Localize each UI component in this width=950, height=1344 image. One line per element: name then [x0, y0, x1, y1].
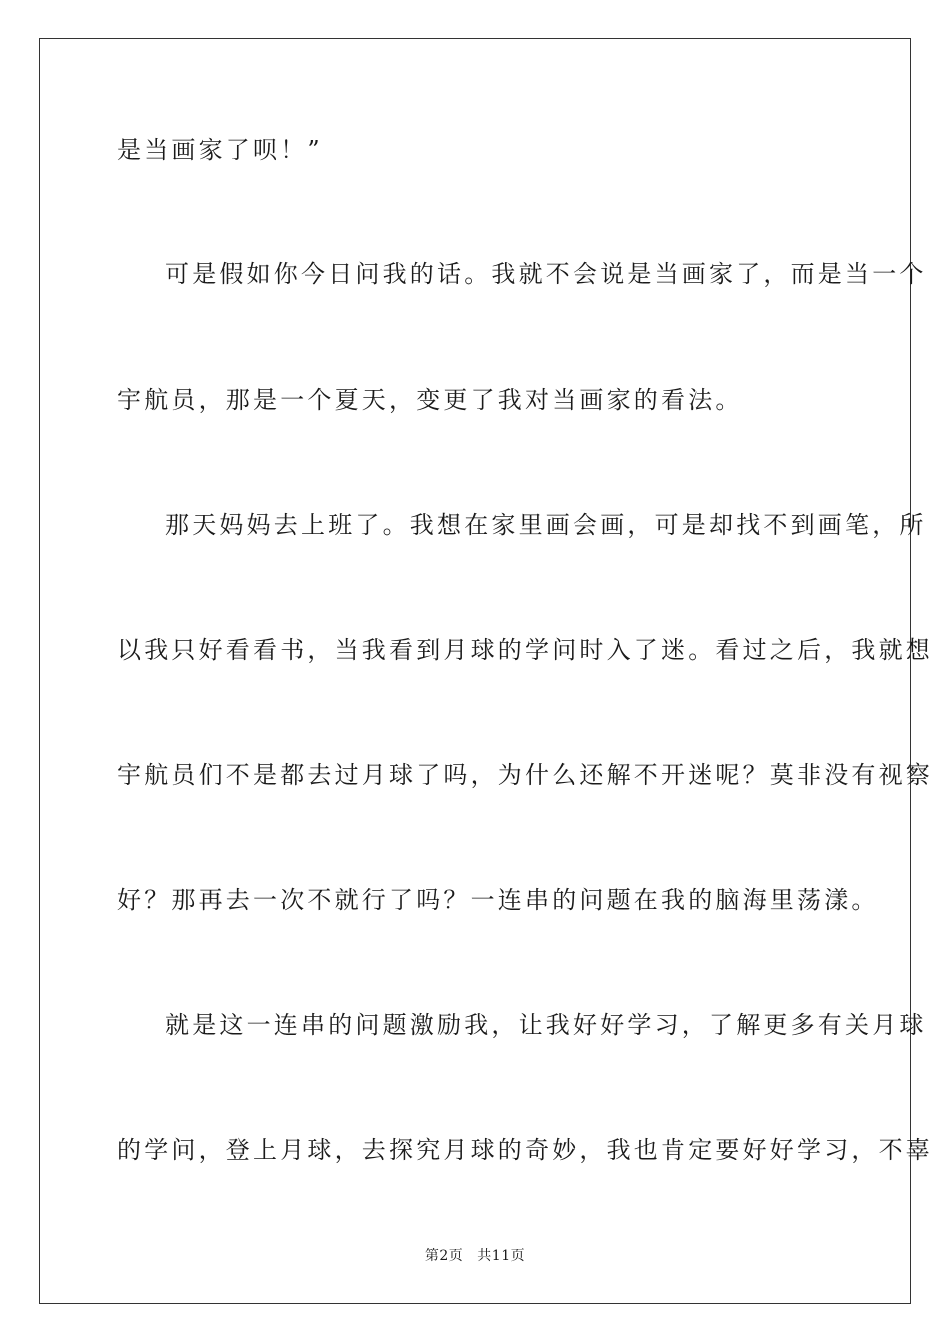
text-line-3: 宇航员，那是一个夏天，变更了我对当画家的看法。	[117, 386, 743, 414]
text-line-1: 是当画家了呗！”	[117, 136, 323, 164]
page-number: 第2页	[424, 1248, 464, 1264]
text-line-7: 好？那再去一次不就行了吗？一连串的问题在我的脑海里荡漾。	[117, 886, 879, 914]
text-line-4: 那天妈妈去上班了。我想在家里画会画，可是却找不到画笔，所	[165, 511, 927, 539]
page-total: 共11页	[477, 1248, 526, 1264]
text-line-6: 宇航员们不是都去过月球了吗，为什么还解不开迷呢？莫非没有视察	[117, 761, 933, 789]
text-line-8: 就是这一连串的问题激励我，让我好好学习，了解更多有关月球	[165, 1011, 927, 1039]
text-line-2: 可是假如你今日问我的话。我就不会说是当画家了，而是当一个	[165, 260, 927, 288]
text-line-5: 以我只好看看书，当我看到月球的学问时入了迷。看过之后，我就想	[117, 636, 933, 664]
page-border	[39, 38, 933, 1304]
page-footer	[0, 1247, 950, 1265]
text-line-9: 的学问，登上月球，去探究月球的奇妙，我也肯定要好好学习，不辜	[117, 1136, 933, 1164]
